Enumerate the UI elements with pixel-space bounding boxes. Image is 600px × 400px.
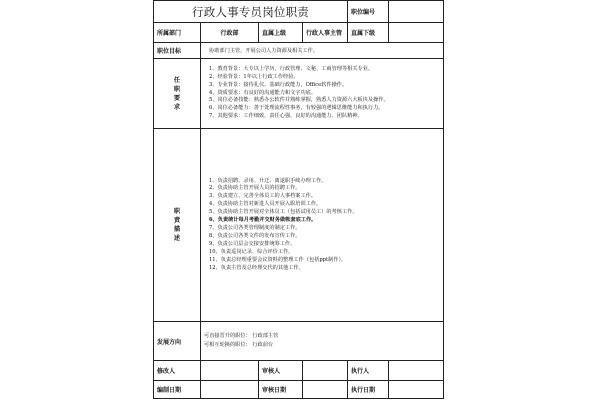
review-date-label: 审核日期 bbox=[259, 381, 303, 399]
modifier-label: 修改人 bbox=[154, 361, 201, 381]
duty-item: 4、负责协助主管对新进人员开展入职培训工作。 bbox=[209, 201, 322, 208]
dept-value: 行政部 bbox=[201, 23, 259, 43]
requirement-item: 1、教育背景：大专以上学历，行政管理、文秘、工商管理等相关专业。 bbox=[209, 65, 374, 72]
superior-value: 行政人事主管 bbox=[303, 23, 348, 43]
development-row bbox=[154, 322, 444, 361]
reviewer-label: 审核人 bbox=[259, 361, 303, 381]
duties-list bbox=[209, 178, 440, 273]
requirements-content bbox=[201, 59, 444, 129]
reviewer-value bbox=[303, 361, 348, 381]
requirement-item: 6、岗位必备能力：善于处理流程性事务，有较强的逻辑思维能力和执行力。 bbox=[209, 105, 384, 112]
duty-item: 9、负责公司层会交接安排统筹工作。 bbox=[209, 240, 296, 247]
duty-item: 8、负责公司各类文件的发布宣传工作。 bbox=[209, 232, 301, 239]
development-label: 发展方向 bbox=[154, 322, 201, 361]
requirement-item: 5、岗位必备技能：熟悉办公软件并熟练掌握，熟悉人力资源六大板块及操作。 bbox=[209, 97, 389, 104]
page-title: 行政人事专员岗位职责 bbox=[154, 1, 348, 23]
duty-item: 5、负责协助主管开展对全体员工（包括试用员工）的考核工作。 bbox=[209, 209, 358, 216]
position-code-label: 职位编号 bbox=[348, 1, 389, 23]
exec-date-label: 执行日期 bbox=[348, 381, 389, 399]
duties-label-char: 述 bbox=[173, 235, 181, 242]
duties-label-char: 职 bbox=[173, 208, 181, 215]
requirements-row bbox=[154, 59, 444, 129]
duty-item: 10、负责巡岗记录、综合评价工作。 bbox=[209, 248, 294, 255]
requirements-label-char: 要 bbox=[173, 94, 181, 102]
duty-item: 1、负责招聘、录用、升迁、离退职手续办理工作。 bbox=[209, 177, 327, 184]
modifier-value bbox=[201, 361, 259, 381]
duty-item: 6、负责统计每月考勤并交财务做帐套底工作。 bbox=[209, 217, 317, 224]
dept-label: 所属部门 bbox=[154, 23, 201, 43]
goal-row bbox=[154, 43, 444, 59]
prepared-date-label: 编制日期 bbox=[154, 381, 201, 399]
duty-item: 7、负责公司各类管理制度的制定工作。 bbox=[209, 225, 301, 231]
promotion-line: 可直接晋升的职位： 行政部主管 bbox=[204, 333, 279, 339]
subordinate-label: 直属下级 bbox=[348, 23, 389, 43]
requirements-label-char: 任 bbox=[173, 76, 181, 84]
position-code-value bbox=[389, 1, 444, 23]
signature-row bbox=[154, 361, 444, 381]
date-row bbox=[154, 381, 444, 399]
exec-date-value bbox=[389, 381, 444, 399]
requirement-item: 7、其他要求：工作细致，责任心强，良好的沟通能力、团队精神。 bbox=[209, 113, 363, 120]
requirements-list bbox=[209, 66, 440, 121]
executor-value bbox=[389, 361, 444, 381]
executor-label: 执行人 bbox=[348, 361, 389, 381]
duties-label-char: 责 bbox=[173, 217, 181, 224]
requirements-label-char: 求 bbox=[173, 103, 181, 111]
duty-item: 12、负责主管及总经理交代的其他工作。 bbox=[209, 264, 304, 271]
goal-label: 职位目标 bbox=[154, 43, 201, 59]
dept-row bbox=[154, 23, 444, 43]
requirements-label bbox=[154, 59, 201, 129]
form-table bbox=[153, 0, 444, 399]
superior-label: 直属上级 bbox=[259, 23, 303, 43]
duty-item: 3、负责建立、完善全体员工的人事档案工作。 bbox=[209, 193, 317, 200]
subordinate-value bbox=[389, 23, 444, 43]
rotation-line: 可相互轮换的职位： 行政前台 bbox=[204, 342, 274, 348]
requirement-item: 4、资质要求：有良好的沟通能力和文字功底。 bbox=[209, 89, 317, 96]
review-date-value bbox=[303, 381, 348, 399]
goal-text: 协助部门主管，开展公司人力资源及相关工作。 bbox=[201, 43, 444, 59]
duties-label-char: 描 bbox=[173, 226, 181, 233]
duties-row bbox=[154, 129, 444, 322]
duties-content bbox=[201, 129, 444, 322]
requirement-item: 3、专业背景：接待礼仪、基础行政能力，Office软件操作。 bbox=[209, 81, 348, 88]
requirement-item: 2、经验背景：1年以上行政工作经验。 bbox=[209, 73, 299, 80]
header-row bbox=[154, 1, 444, 23]
duties-label bbox=[154, 129, 201, 322]
prepared-date-value bbox=[201, 381, 259, 399]
duty-item: 11、负责总经理重要会议资料的整理工作（包括ppt制作）。 bbox=[209, 256, 347, 263]
duty-item: 2、负责协助主管开展人员的招聘工作。 bbox=[209, 185, 301, 192]
development-content bbox=[201, 322, 444, 361]
requirements-label-char: 职 bbox=[173, 85, 181, 93]
job-description-form bbox=[153, 0, 443, 400]
